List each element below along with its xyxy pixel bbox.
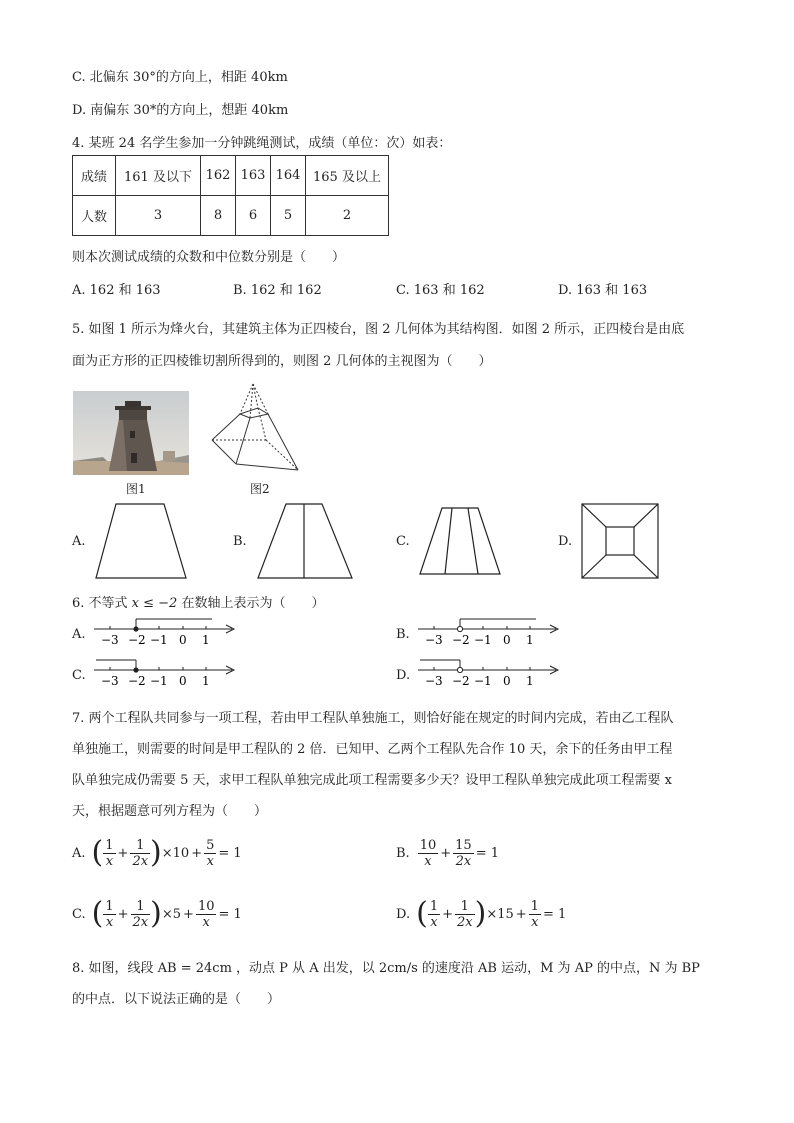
- frac-1-over-2x: $\frac{1}{2x}$: [457, 898, 473, 930]
- fig1-caption: 图1: [126, 482, 146, 496]
- q4-stem: 4. 某班 24 名学生参加一分钟跳绳测试，成绩（单位：次）如表：: [72, 136, 452, 151]
- q4-option-b: B. 162 和 162: [233, 283, 322, 298]
- q5-stem-line2: 面为正方形的正四棱锥切割所得到的，则图 2 几何体的主视图为（ ）: [72, 354, 492, 369]
- tick-d-neg2: −2: [452, 674, 470, 688]
- q7-option-a: A. ( $\frac{1}{x}$ + $\frac{1}{2x}$ ) ×10 + $\frac{5}{x}$ = 1: [72, 835, 242, 870]
- tick-a-0: 0: [179, 633, 187, 647]
- q7-option-a-label: A.: [72, 845, 86, 861]
- q4-question: 则本次测试成绩的众数和中位数分别是（ ）: [72, 250, 346, 265]
- tick-b-neg3: −3: [425, 633, 443, 647]
- q6-option-a-label: A.: [72, 627, 86, 642]
- q5-stem-line1: 5. 如图 1 所示为烽火台，其建筑主体为正四棱台，图 2 几何体为其结构图．如图 2 所示，正四棱台是由底: [72, 322, 685, 337]
- tick-b-0: 0: [503, 633, 511, 647]
- q7-option-b-label: B.: [396, 845, 410, 861]
- frac-1-over-x: $\frac{1}{x}$: [429, 898, 439, 930]
- tick-c-neg3: −3: [101, 674, 119, 688]
- frac-5-over-x: $\frac{5}{x}$: [206, 837, 215, 869]
- q8-line1: 8. 如图，线段 AB = 24cm ，动点 P 从 A 出发，以 2cm/s 的速度沿 AB 运动，M 为 AP 的中点，N 为 BP: [72, 961, 700, 976]
- right-paren: ): [150, 896, 162, 931]
- tick-c-0: 0: [179, 674, 187, 688]
- frac-1-over-2x: $\frac{1}{2x}$: [132, 837, 149, 869]
- q6-inequality: x ≤ −2: [131, 596, 178, 611]
- tick-d-neg3: −3: [425, 674, 443, 688]
- q7-option-d-label: D.: [396, 906, 411, 922]
- tick-d-neg1: −1: [474, 674, 492, 688]
- q6-option-a-number-line: [92, 616, 242, 648]
- fig2-caption: 图2: [250, 482, 270, 496]
- tick-a-1: 1: [202, 633, 210, 647]
- q6-option-d-number-line: [416, 657, 566, 689]
- q4-option-c: C. 163 和 162: [396, 283, 485, 298]
- q5-option-a-trapezoid: [94, 502, 190, 580]
- tick-a-neg2: −2: [128, 633, 146, 647]
- q6-option-c-label: C.: [72, 668, 86, 683]
- tick-a-neg3: −3: [101, 633, 119, 647]
- q5-option-b-label: B.: [233, 534, 247, 549]
- frac-1-over-x: $\frac{1}{x}$: [105, 898, 114, 930]
- col-164: 164: [271, 156, 306, 196]
- q5-option-b-trapezoid-midline: [256, 502, 354, 580]
- frac-1-over-2x: $\frac{1}{2x}$: [132, 898, 149, 930]
- q7-option-d: D. ( $\frac{1}{x}$ + $\frac{1}{2x}$ ) ×15 + $\frac{1}{x}$ = 1: [396, 896, 567, 931]
- fig1-beacon-tower-photo: [73, 391, 189, 475]
- col-165: 165 及以上: [306, 156, 389, 196]
- q6-stem: [72, 592, 324, 611]
- q7-line3: 队单独完成仍需要 5 天，求甲工程队单独完成此项工程需要多少天？设甲工程队单独完成此项工程需要 x: [72, 773, 673, 788]
- left-paren: (: [91, 896, 104, 931]
- frac-1-over-x: $\frac{1}{x}$: [530, 898, 539, 930]
- q5-option-d-label: D.: [558, 534, 573, 549]
- q7-option-b: B. $\frac{10}{x}$ + $\frac{15}{2x}$ = 1: [396, 837, 499, 869]
- col-162: 162: [201, 156, 236, 196]
- left-paren: (: [91, 835, 104, 870]
- q6-stem-after: 在数轴上表示为（ ）: [177, 596, 325, 611]
- count-163: 6: [236, 196, 271, 236]
- q6-option-c-number-line: [92, 657, 242, 689]
- option-c-prev: C. 北偏东 30°的方向上，相距 40km: [72, 70, 288, 85]
- q7-line2: 单独施工，则需要的时间是甲工程队的 2 倍．已知甲、乙两个工程队先合作 10 天，余下的任务由甲工程: [72, 742, 673, 757]
- tick-b-neg2: −2: [452, 633, 470, 647]
- frac-1-over-x: $\frac{1}{x}$: [105, 837, 114, 869]
- fig2-frustum-diagram: [206, 380, 306, 476]
- tick-c-1: 1: [202, 674, 210, 688]
- q4-option-a: A. 162 和 163: [72, 283, 161, 298]
- count-162: 8: [201, 196, 236, 236]
- score-table: [72, 155, 389, 236]
- tick-d-1: 1: [526, 674, 534, 688]
- q5-option-d-top-view: [580, 502, 660, 580]
- count-164: 5: [271, 196, 306, 236]
- tick-c-neg1: −1: [150, 674, 168, 688]
- tick-b-1: 1: [526, 633, 534, 647]
- count-161: 3: [116, 196, 201, 236]
- q7-option-c: C. ( $\frac{1}{x}$ + $\frac{1}{2x}$ ) ×5 + $\frac{10}{x}$ = 1: [72, 896, 242, 931]
- q5-option-c-label: C.: [396, 534, 410, 549]
- q5-option-c-trapezoid-lines: [418, 506, 502, 576]
- q6-option-b-label: B.: [396, 627, 410, 642]
- tick-d-0: 0: [503, 674, 511, 688]
- left-paren: (: [416, 896, 428, 931]
- q6-option-d-label: D.: [396, 668, 411, 683]
- right-paren: ): [150, 835, 162, 870]
- col-161: 161 及以下: [116, 156, 201, 196]
- q7-line4: 天，根据题意可列方程为（ ）: [72, 804, 268, 819]
- q7-option-c-label: C.: [72, 906, 86, 922]
- q6-option-b-number-line: [416, 616, 566, 648]
- col-163: 163: [236, 156, 271, 196]
- q7-line1: 7. 两个工程队共同参与一项工程，若由甲工程队单独施工，则恰好能在规定的时间内完成，若由乙工程队: [72, 711, 674, 726]
- frac-10-over-x: $\frac{10}{x}$: [197, 898, 215, 930]
- q5-option-a-label: A.: [72, 534, 86, 549]
- q4-option-d: D. 163 和 163: [558, 283, 648, 298]
- tick-c-neg2: −2: [128, 674, 146, 688]
- count-165: 2: [306, 196, 389, 236]
- row-header-score: 成绩: [73, 156, 116, 196]
- row-header-count: 人数: [73, 196, 116, 236]
- option-d-prev: D. 南偏东 30*的方向上，想距 40km: [72, 103, 289, 118]
- q8-line2: 的中点．以下说法正确的是（ ）: [72, 992, 281, 1007]
- q6-stem-before: 6. 不等式: [72, 596, 132, 611]
- right-paren: ): [474, 896, 487, 931]
- frac-15-over-2x: $\frac{15}{2x}$: [455, 837, 472, 869]
- tick-b-neg1: −1: [474, 633, 492, 647]
- frac-10-over-x: $\frac{10}{x}$: [419, 837, 437, 869]
- tick-a-neg1: −1: [150, 633, 168, 647]
